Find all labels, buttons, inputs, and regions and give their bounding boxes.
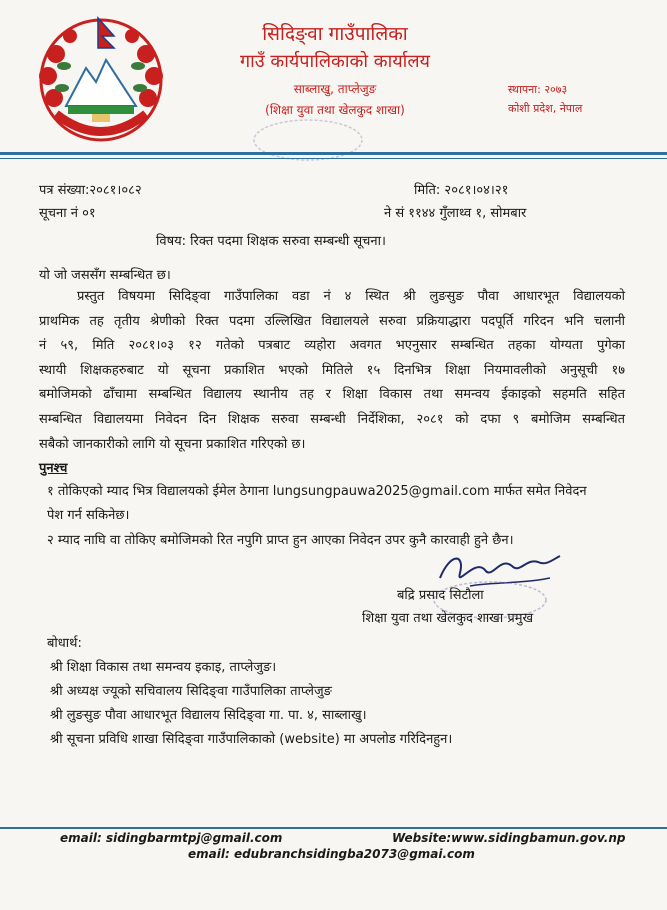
cc-item: श्री अध्यक्ष ज्यूको सचिवालय सिदिङ्वा गाउँपालिका ताप्लेजुङ xyxy=(50,684,332,699)
postscript-item-1: १ तोकिएको म्याद भित्र विद्यालयको ईमेल ठेगाना lungsungpauwa2025@gmail.com मार्फत समेत निवेदन xyxy=(47,484,587,499)
postscript-heading: पुनश्च xyxy=(39,461,68,476)
office-address: साब्लाखु, ताप्लेजुङ xyxy=(293,82,377,96)
body-line: प्राथमिक तह तृतीय श्रेणीको रिक्त पदमा उल्लिखित विद्यालयले सरुवा प्रक्रियाद्धारा पदपूर्ति गरिदन भनि चलानी xyxy=(39,313,625,329)
office-stamp-icon xyxy=(248,117,368,163)
body-line: सबैको जानकारीको लागि यो सूचना प्रकाशित गरिएको छ। xyxy=(39,436,306,452)
body-line: नं ५९, मिति २०८१।०३ १२ गतेको पत्रबाट व्यहोरा अवगत भएनुसार सम्बन्धित तहका योग्यता पुगेका xyxy=(39,338,625,354)
office-subtitle: गाउँ कार्यपालिकाको कार्यालय xyxy=(240,51,430,72)
postscript-item-2: २ म्याद नाघि वा तोकिए बमोजिमको रित नपुगि प्राप्त हुन आएका निवेदन उपर कुनै कारवाही हुने छैन। xyxy=(47,533,514,548)
footer-email-education: email: edubranchsidingba2073@gmai.com xyxy=(188,847,475,861)
cc-item: श्री सूचना प्रविधि शाखा सिदिङ्वा गाउँपालिकाको (website) मा अपलोड गरिदिनहुन। xyxy=(50,732,453,747)
letter-body xyxy=(39,285,625,457)
nepal-era-date: ने सं ११४४ गुँलाथ्व १, सोमबार xyxy=(384,206,527,221)
footer-rule xyxy=(0,827,667,829)
cc-item: श्री लुङसुङ पौवा आधारभूत विद्यालय सिदिङ्वा गा. पा. ४, साब्लाखु। xyxy=(50,708,367,723)
signatory-title: शिक्षा युवा तथा खेलकुद शाखा प्रमुख xyxy=(362,611,534,626)
cc-item: श्री शिक्षा विकास तथा समन्वय इकाइ, ताप्लेजुङ। xyxy=(50,660,277,675)
letter-date: मिति: २०८१।०४।२१ xyxy=(414,183,509,198)
province-name: कोशी प्रदेश, नेपाल xyxy=(508,102,583,115)
body-line: सम्बन्धित विद्यालयमा निवेदन दिन शिक्षक सरुवा सम्बन्धी निर्देशिका, २०८१ को दफा ९ बमोजिम सम्बन्धित xyxy=(39,411,625,427)
reference-number: पत्र संख्या:२०८१।०८२ xyxy=(39,183,142,198)
header-rule xyxy=(0,152,667,155)
signatory-name: बद्रि प्रसाद सिटौला xyxy=(397,588,484,603)
body-line: बमोजिमको ढाँचामा सम्बन्धित विद्यालय स्थानीय तह र शिक्षा विकास तथा समन्वय ईकाइको सहमति सहित xyxy=(39,387,625,403)
established-year: स्थापना: २०७३ xyxy=(508,83,568,96)
cc-heading: बोधार्थ: xyxy=(47,636,82,651)
postscript-item-1-cont: पेश गर्न सकिनेछ। xyxy=(47,508,130,523)
body-line: स्थायी शिक्षकहरुबाट यो सूचना प्रकाशित भएको मितिले १५ दिनभित्र शिक्षा नियमावलीको अनुसूची १७ xyxy=(39,362,625,378)
letter-subject: विषय: रिक्त पदमा शिक्षक सरुवा सम्बन्धी सूचना। xyxy=(156,234,386,249)
branch-name: (शिक्षा युवा तथा खेलकुद शाखा) xyxy=(265,103,405,117)
salutation: यो जो जससँग सम्बन्धित छ। xyxy=(39,268,171,283)
header-rule-thin xyxy=(0,158,667,159)
body-line: प्रस्तुत विषयमा सिदिङ्वा गाउँपालिका वडा नं ४ स्थित श्री लुङसुङ पौवा आधारभूत विद्यालयको xyxy=(77,289,625,304)
nepal-emblem-icon xyxy=(34,14,168,146)
office-name: सिदिङ्वा गाउँपालिका xyxy=(262,23,408,45)
notice-number: सूचना नं ०१ xyxy=(39,206,96,221)
footer-email: email: sidingbarmtpj@gmail.com xyxy=(60,831,283,845)
footer-website: Website:www.sidingbamun.gov.np xyxy=(392,831,626,845)
